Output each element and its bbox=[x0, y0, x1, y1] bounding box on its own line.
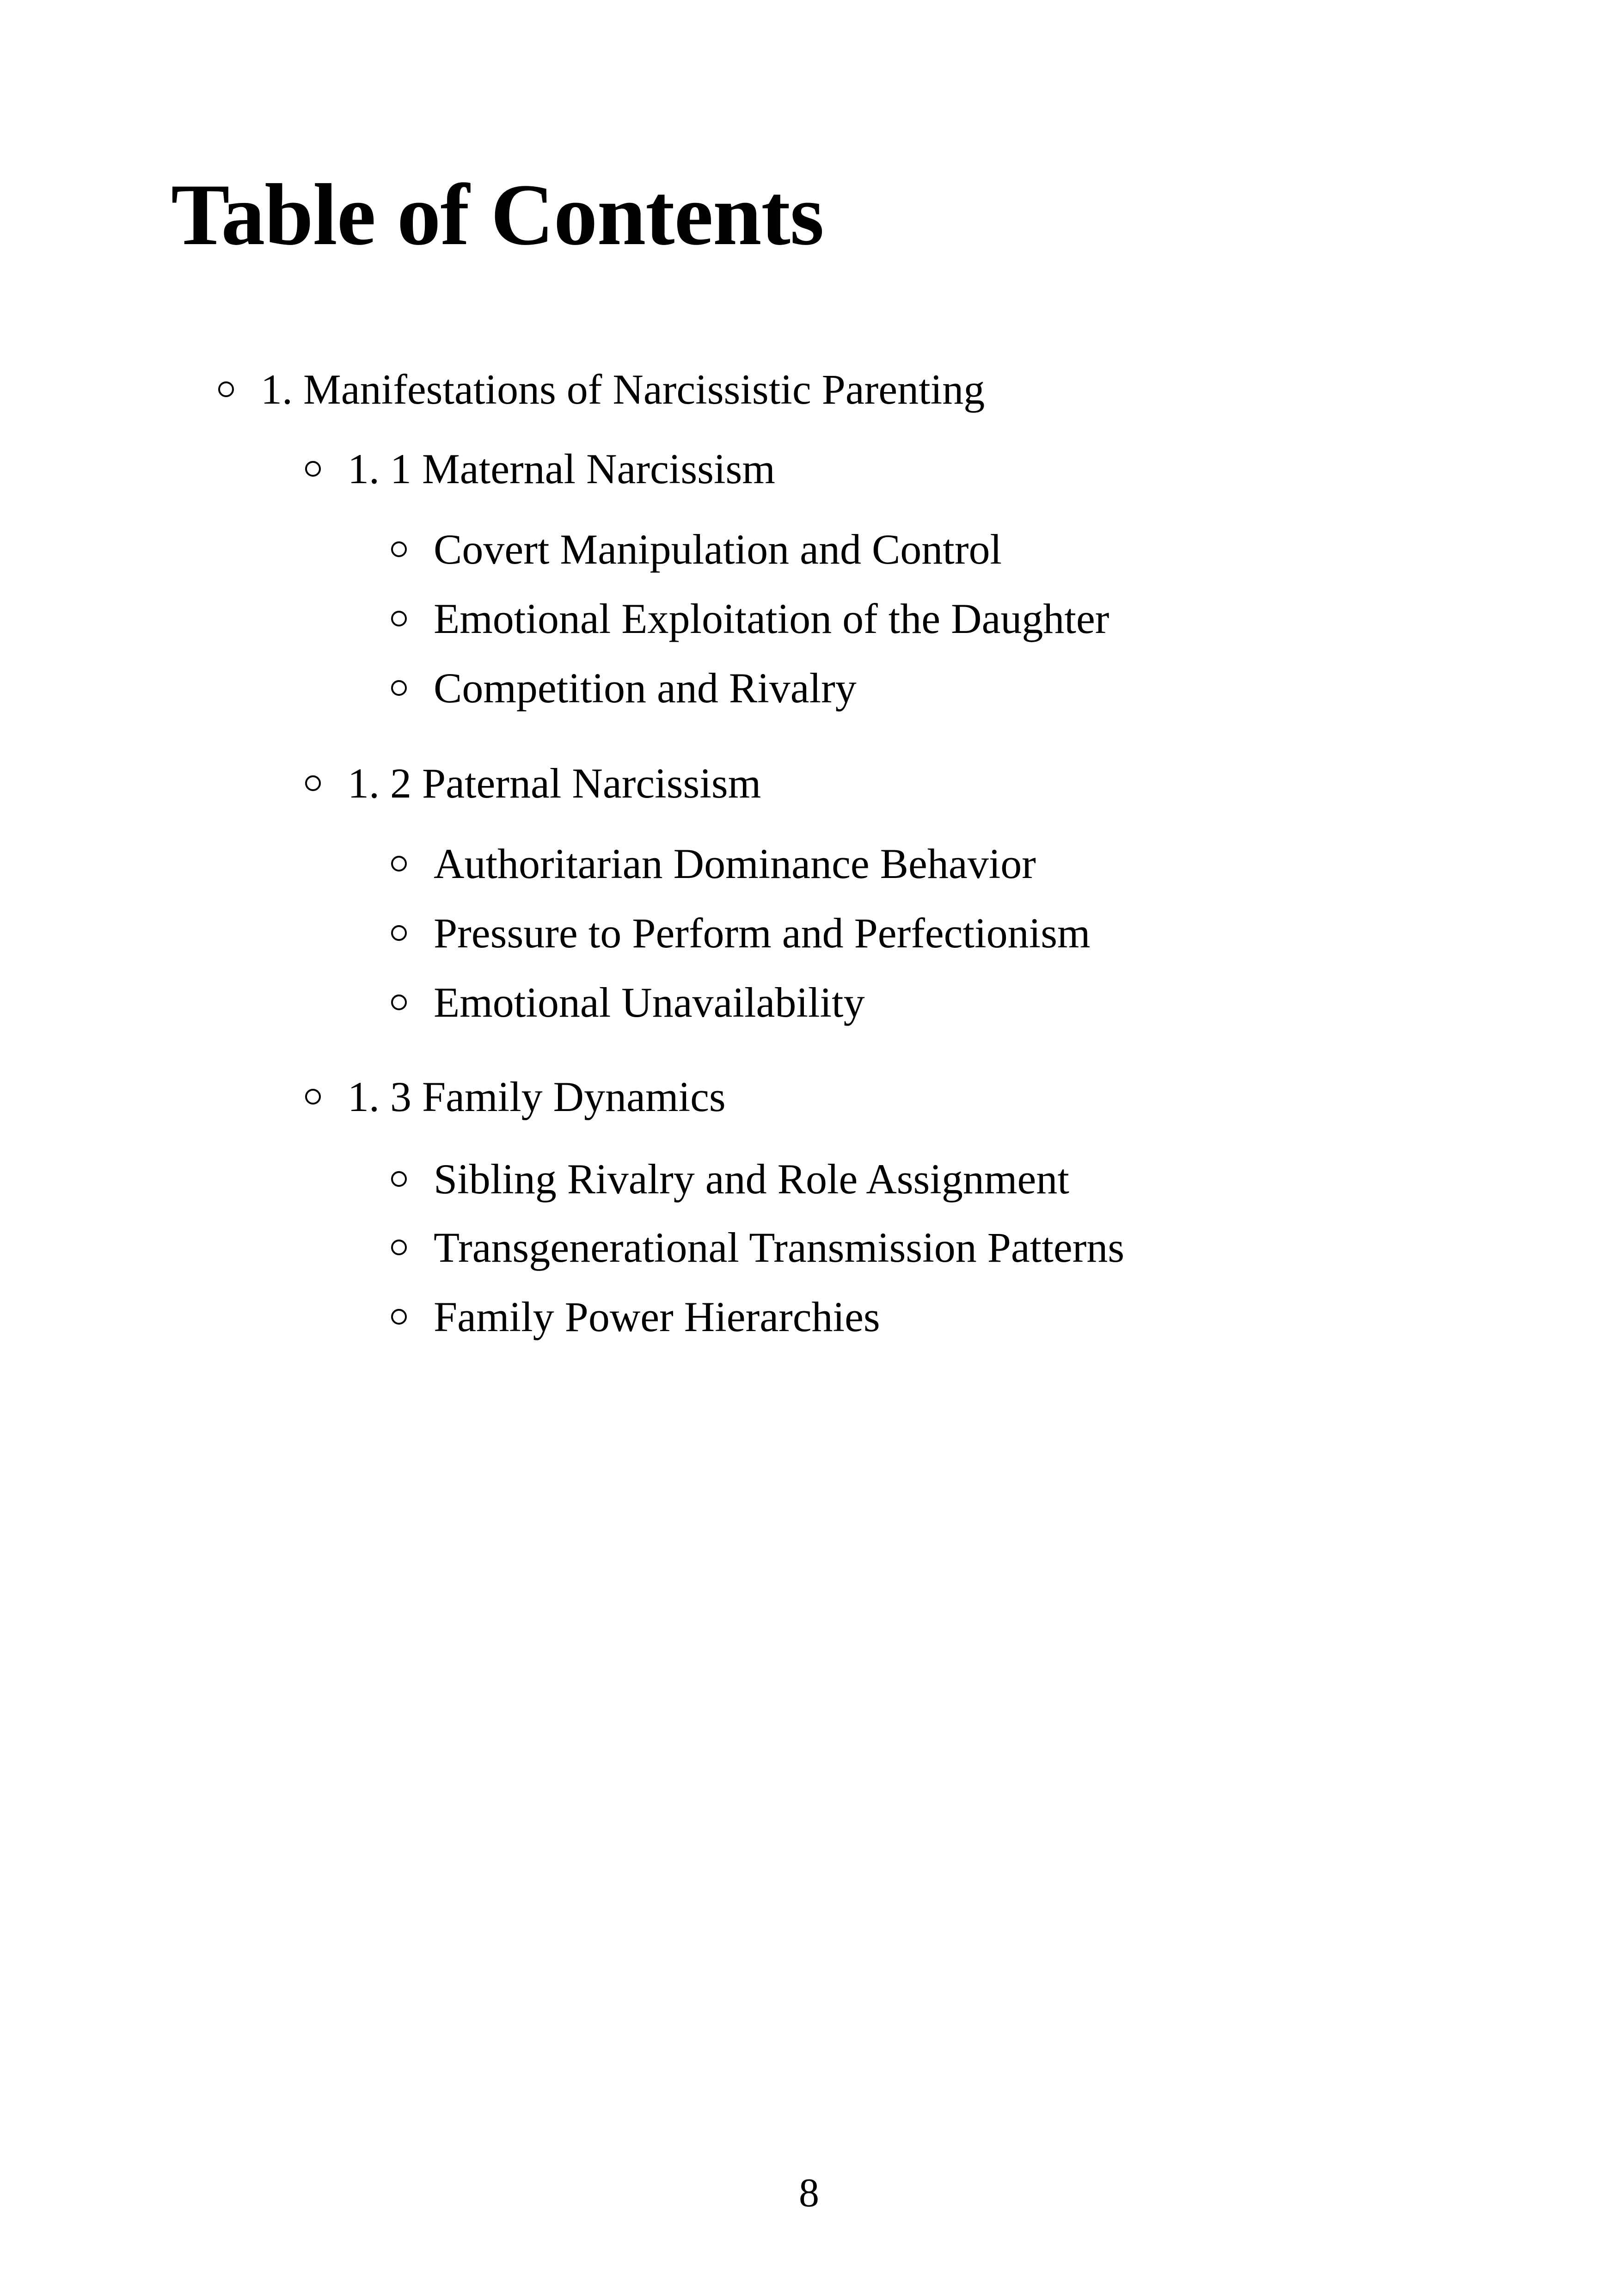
toc-entry-subsection[interactable] bbox=[391, 528, 1002, 571]
circle-bullet-icon bbox=[391, 680, 407, 696]
circle-bullet-icon bbox=[391, 925, 407, 941]
toc-entry-label: Emotional Exploitation of the Daughter bbox=[434, 595, 1109, 642]
toc-entry-label: 1. 1 Maternal Narcissism bbox=[348, 445, 775, 492]
toc-entry-label: Family Power Hierarchies bbox=[434, 1293, 880, 1340]
circle-bullet-icon bbox=[391, 856, 407, 872]
toc-entry-subsection[interactable] bbox=[391, 597, 1109, 640]
circle-bullet-icon bbox=[305, 775, 321, 791]
circle-bullet-icon bbox=[218, 381, 234, 397]
circle-bullet-icon bbox=[391, 995, 407, 1010]
toc-entry-label: Authoritarian Dominance Behavior bbox=[434, 840, 1036, 887]
toc-entry-label: Covert Manipulation and Control bbox=[434, 526, 1002, 573]
toc-entry-subsection[interactable] bbox=[391, 909, 1091, 957]
toc-entry-subsection[interactable] bbox=[391, 1155, 1069, 1203]
toc-entry-subsection[interactable] bbox=[391, 1226, 1124, 1269]
toc-entry-chapter-1[interactable] bbox=[218, 368, 985, 411]
page-number: 8 bbox=[799, 2171, 819, 2216]
toc-entry-label: Competition and Rivalry bbox=[434, 664, 857, 712]
toc-entry-subsection[interactable] bbox=[391, 842, 1036, 885]
toc-entry-label: 1. Manifestations of Narcissistic Parenting bbox=[261, 366, 985, 413]
circle-bullet-icon bbox=[391, 541, 407, 557]
toc-entry-section-1-3[interactable] bbox=[305, 1075, 726, 1118]
circle-bullet-icon bbox=[391, 1309, 407, 1325]
toc-entry-label: Emotional Unavailability bbox=[434, 979, 865, 1026]
circle-bullet-icon bbox=[391, 611, 407, 626]
circle-bullet-icon bbox=[305, 461, 321, 477]
toc-entry-label: Pressure to Perform and Perfectionism bbox=[434, 909, 1091, 957]
circle-bullet-icon bbox=[305, 1089, 321, 1105]
toc-entry-label: Transgenerational Transmission Patterns bbox=[434, 1224, 1125, 1271]
toc-entry-subsection[interactable] bbox=[391, 664, 857, 712]
circle-bullet-icon bbox=[391, 1240, 407, 1255]
page-title: Table of Contents bbox=[171, 166, 824, 264]
toc-entry-section-1-2[interactable] bbox=[305, 760, 761, 807]
toc-entry-subsection[interactable] bbox=[391, 981, 865, 1024]
toc-entry-subsection[interactable] bbox=[391, 1295, 880, 1338]
circle-bullet-icon bbox=[391, 1171, 407, 1187]
toc-entry-section-1-1[interactable] bbox=[305, 445, 775, 492]
toc-entry-label: 1. 3 Family Dynamics bbox=[348, 1073, 726, 1120]
toc-entry-label: 1. 2 Paternal Narcissism bbox=[348, 760, 761, 807]
toc-entry-label: Sibling Rivalry and Role Assignment bbox=[434, 1155, 1069, 1203]
